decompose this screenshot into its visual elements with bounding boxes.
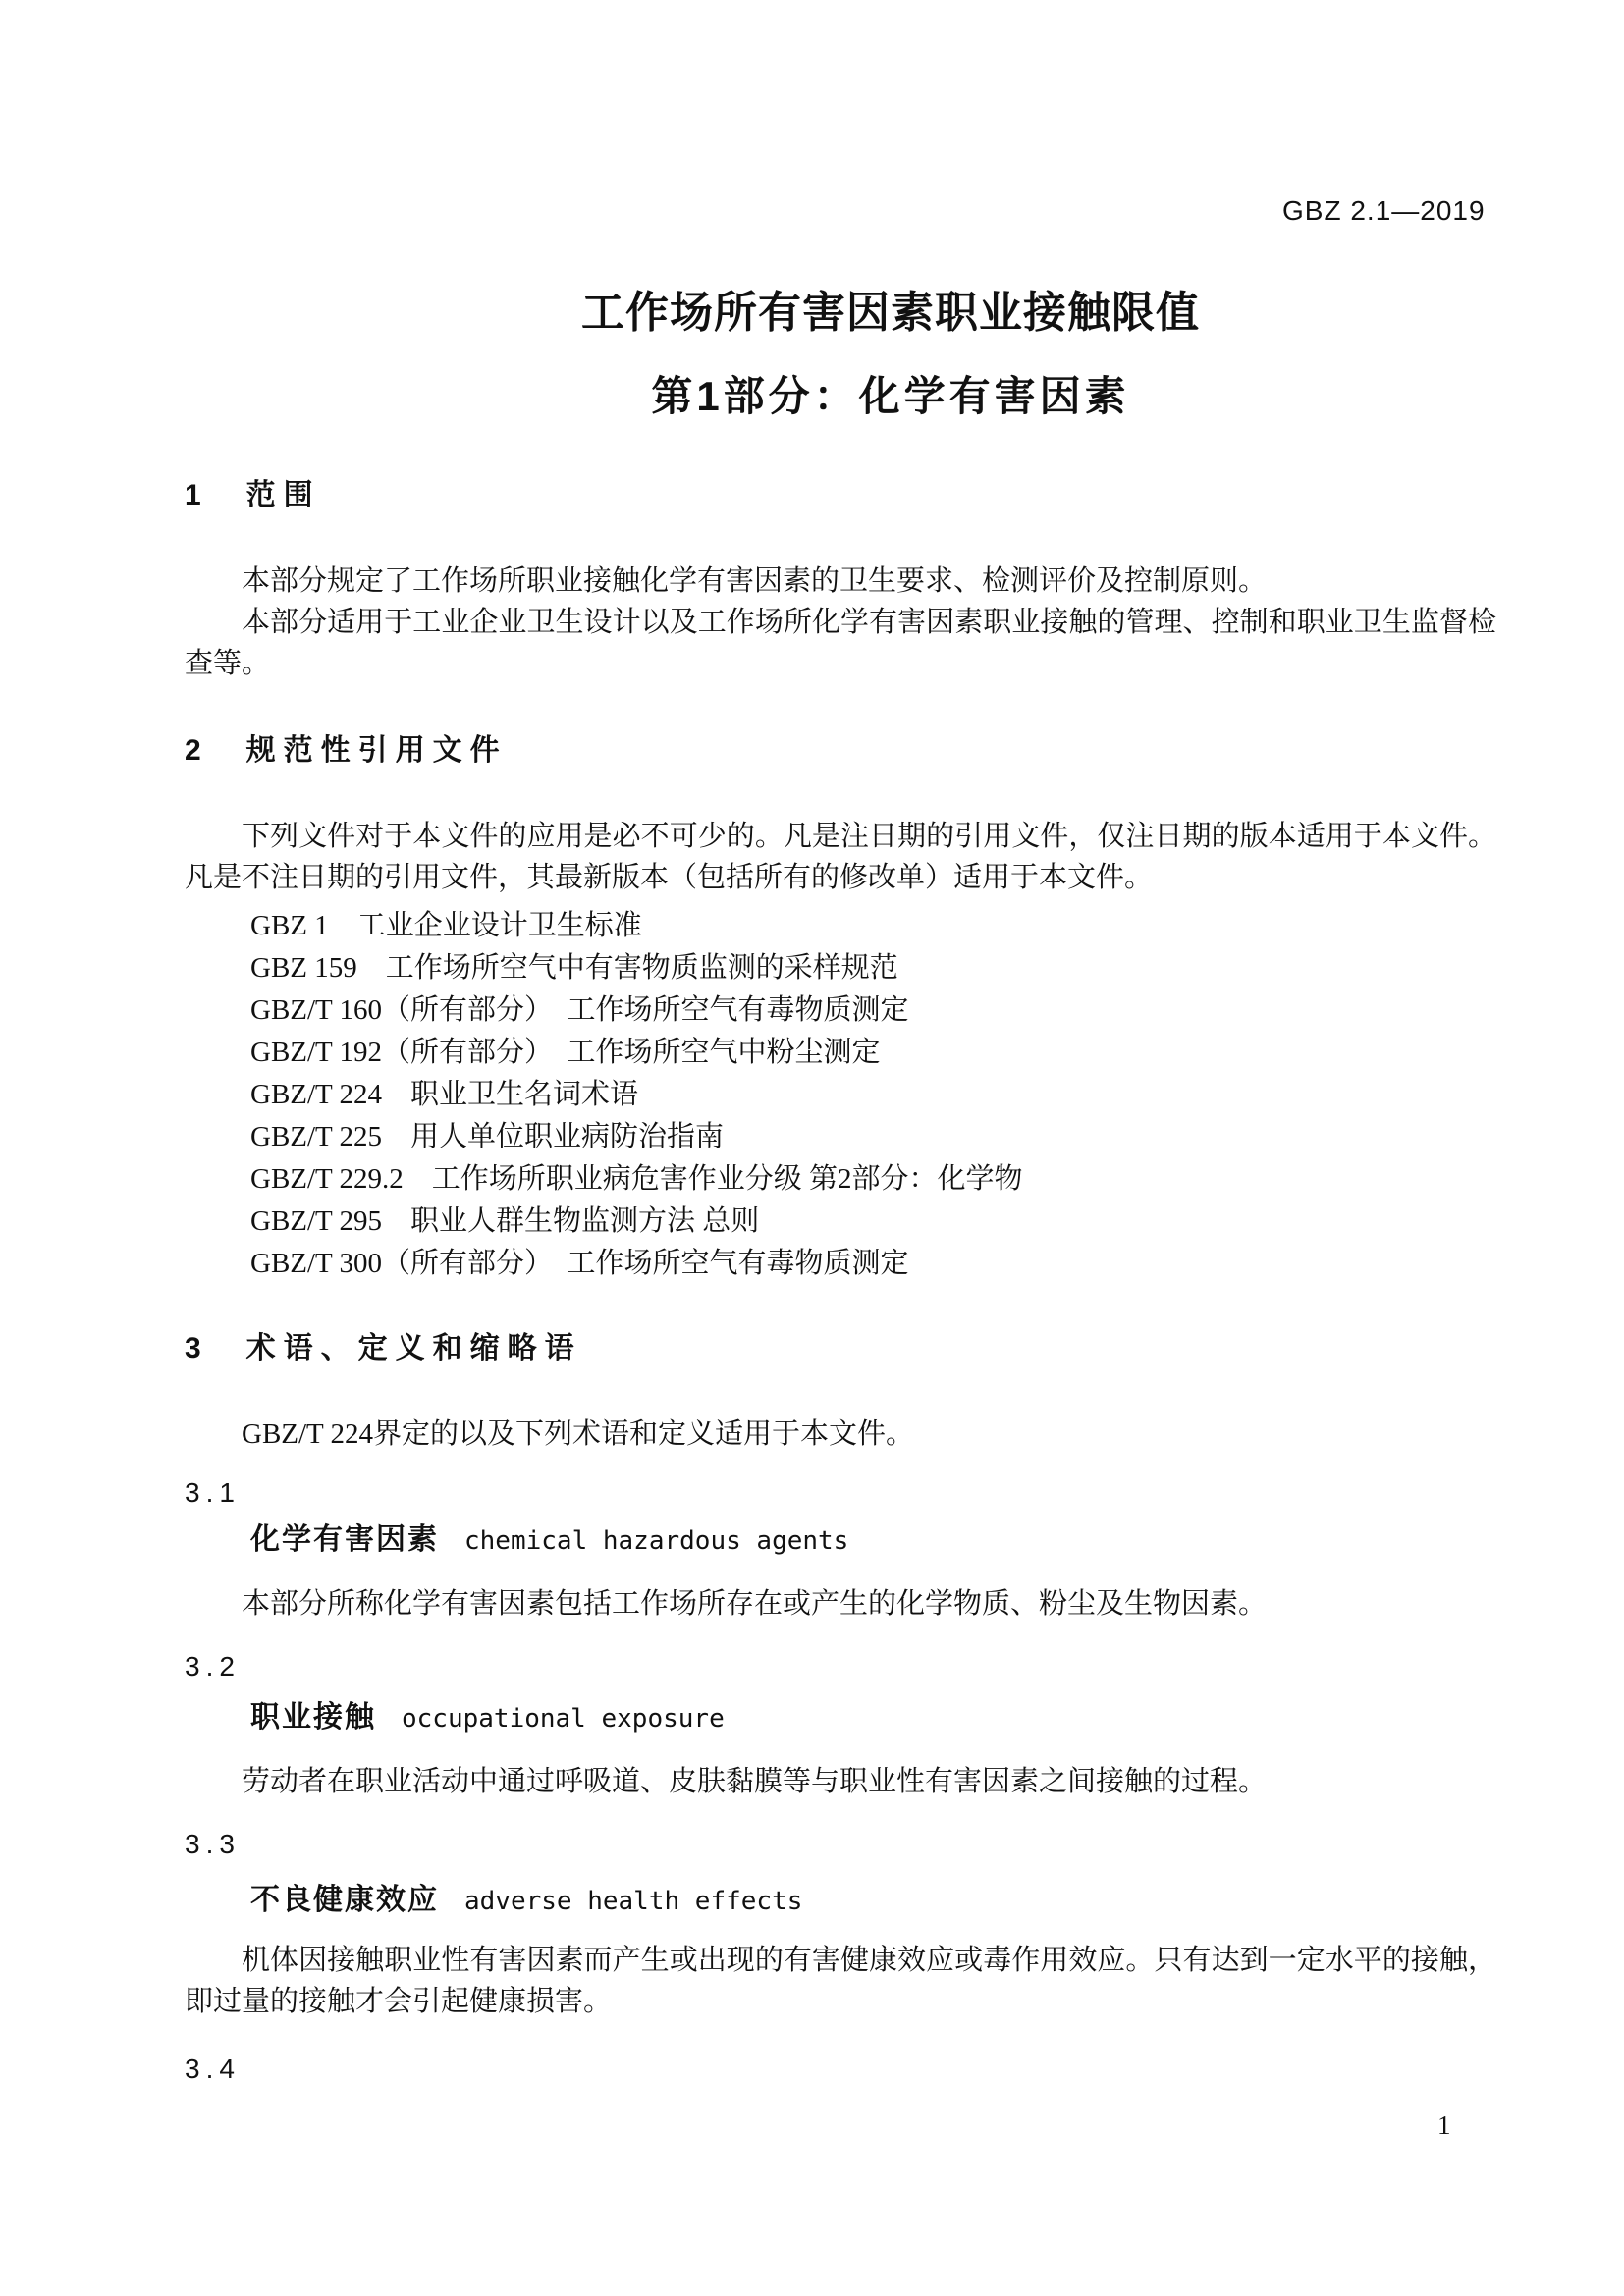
term-heading-3-1 (250, 1522, 848, 1564)
term-definition-3-1: 本部分所称化学有害因素包括工作场所存在或产生的化学物质、粉尘及生物因素。 (242, 1588, 1268, 1620)
section-2-intro: 下列文件对于本文件的应用是必不可少的。凡是注日期的引用文件，仅注日期的版本适用于本文件。凡是不注日期的引用文件，其最新版本（包括所有的修改单）适用于本文件。 (185, 821, 1496, 893)
reference-item: GBZ/T 300（所有部分） 工作场所空气有毒物质测定 (250, 1248, 909, 1279)
clause-number-3-2: 3.2 (185, 1651, 241, 1682)
term-name-zh: 不良健康效应 (250, 1884, 439, 1916)
reference-item: GBZ/T 224 职业卫生名词术语 (250, 1079, 638, 1110)
reference-item: GBZ/T 295 职业人群生物监测方法 总则 (250, 1205, 760, 1237)
clause-number-3-1: 3.1 (185, 1477, 241, 1508)
document-title: 工作场所有害因素职业接触限值 (581, 289, 1200, 337)
reference-item: GBZ/T 192（所有部分） 工作场所空气中粉尘测定 (250, 1037, 881, 1068)
term-heading-3-3 (250, 1882, 802, 1924)
section-3-heading: 3 术语、定义和缩略语 (185, 1332, 582, 1364)
reference-item: GBZ 159 工作场所空气中有害物质监测的采样规范 (250, 952, 898, 984)
standard-code: GBZ 2.1—2019 (1282, 195, 1486, 226)
term-heading-3-2 (250, 1699, 725, 1741)
term-definition-3-3: 机体因接触职业性有害因素而产生或出现的有害健康效应或毒作用效应。只有达到一定水平的接触，即过量的接触才会引起健康损害。 (185, 1945, 1496, 2017)
normative-references-list (250, 905, 1023, 1285)
reference-item: GBZ/T 160（所有部分） 工作场所空气有毒物质测定 (250, 994, 909, 1026)
reference-item: GBZ/T 225 用人单位职业病防治指南 (250, 1121, 724, 1152)
document-part-title: 第1部分：化学有害因素 (651, 373, 1130, 419)
term-name-en: adverse health effects (464, 1887, 803, 1916)
term-name-zh: 职业接触 (250, 1701, 376, 1734)
section-2-heading: 2 规范性引用文件 (185, 734, 508, 767)
section-3-intro: GBZ/T 224界定的以及下列术语和定义适用于本文件。 (242, 1418, 914, 1450)
page-number: 1 (1437, 2110, 1451, 2140)
section-1-paragraph-2: 本部分适用于工业企业卫生设计以及工作场所化学有害因素职业接触的管理、控制和职业卫生监督检查等。 (185, 607, 1496, 679)
clause-number-3-4: 3.4 (185, 2054, 241, 2084)
section-1-paragraph-1: 本部分规定了工作场所职业接触化学有害因素的卫生要求、检测评价及控制原则。 (242, 565, 1268, 597)
term-definition-3-2: 劳动者在职业活动中通过呼吸道、皮肤黏膜等与职业性有害因素之间接触的过程。 (242, 1766, 1268, 1797)
section-1-heading: 1 范围 (185, 479, 321, 511)
term-name-en: occupational exposure (402, 1704, 725, 1734)
term-name-zh: 化学有害因素 (250, 1523, 439, 1556)
reference-item: GBZ/T 229.2 工作场所职业病危害作业分级 第2部分：化学物 (250, 1163, 1023, 1195)
reference-item: GBZ 1 工业企业设计卫生标准 (250, 910, 642, 941)
clause-number-3-3: 3.3 (185, 1829, 241, 1859)
term-name-en: chemical hazardous agents (464, 1526, 849, 1556)
